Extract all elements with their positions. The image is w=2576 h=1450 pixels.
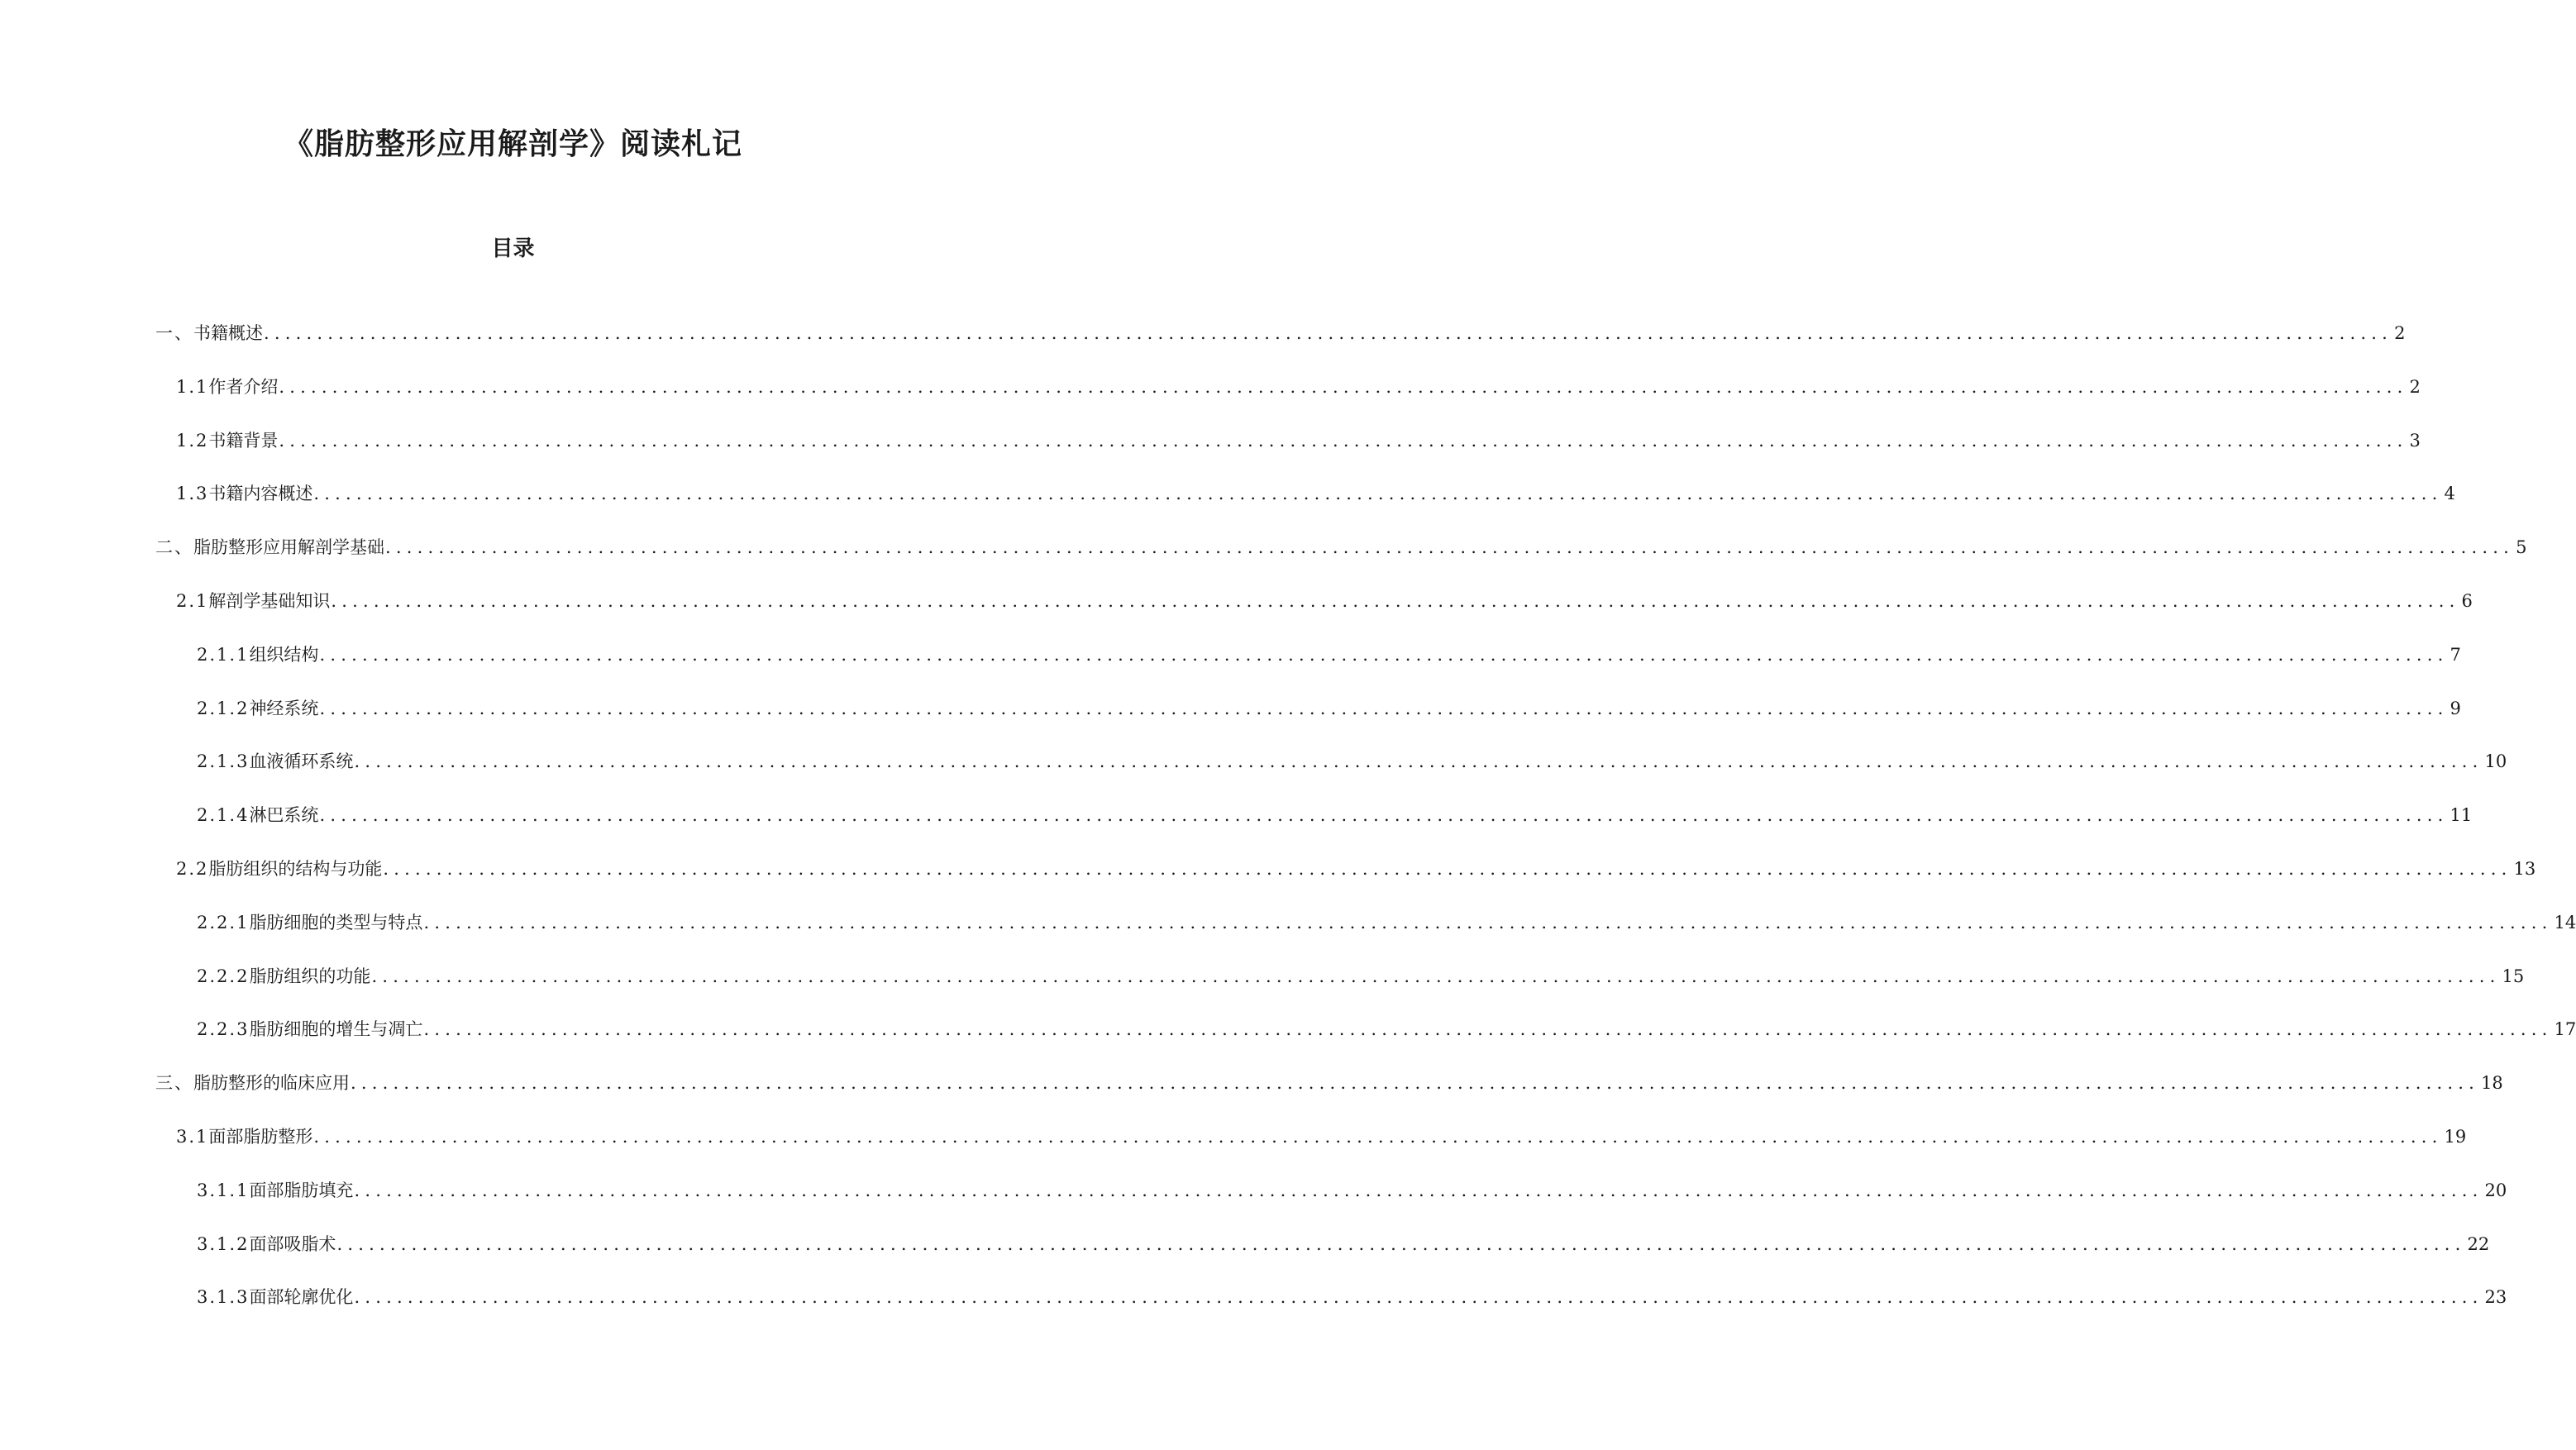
toc-entry-number: 一、 — [155, 323, 193, 343]
toc-entry-label: 书籍内容概述 — [208, 484, 313, 504]
toc-entry-number: 2.2 — [176, 859, 209, 879]
toc-dot-leader: ........................................................................................................................................................................................................ — [279, 430, 2408, 451]
toc-entry-number: 3.1 — [176, 1127, 209, 1147]
toc-dot-leader: ........................................................................................................................................................................................................ — [354, 1180, 2483, 1200]
toc-entry-label: 脂肪整形应用解剖学基础 — [193, 537, 384, 558]
toc-entry[interactable] — [176, 427, 2421, 454]
toc-entry-number: 2.1.1 — [197, 644, 250, 665]
toc-entry-number: 2.1 — [176, 591, 209, 611]
toc-dot-leader: ........................................................................................................................................................................................................ — [354, 1287, 2483, 1308]
toc-dot-leader: ........................................................................................................................................................................................................ — [383, 859, 2512, 879]
toc-entry[interactable] — [176, 374, 2421, 400]
toc-entry-number: 三、 — [155, 1073, 193, 1094]
toc-entry-number: 2.1.3 — [197, 751, 250, 772]
toc-entry-number: 2.1.4 — [197, 805, 250, 826]
toc-entry-page-number: 3 — [2409, 430, 2421, 451]
toc-entry-label: 面部脂肪填充 — [249, 1180, 354, 1200]
toc-dot-leader: ........................................................................................................................................................................................................ — [279, 376, 2408, 397]
toc-entry-label: 面部吸脂术 — [249, 1233, 336, 1254]
toc-entry-label: 神经系统 — [249, 698, 319, 718]
toc-entry-page-number: 18 — [2481, 1073, 2503, 1094]
toc-entry-page-number: 14 — [2554, 912, 2576, 932]
toc-entry-label: 组织结构 — [249, 644, 319, 665]
toc-dot-leader: ........................................................................................................................................................................................................ — [336, 1233, 2466, 1254]
toc-entry-page-number: 2 — [2409, 376, 2421, 397]
toc-entry[interactable] — [155, 1070, 2503, 1096]
toc-entry[interactable] — [155, 320, 2406, 346]
toc-entry-label: 脂肪整形的临床应用 — [193, 1073, 350, 1094]
toc-entry-label: 脂肪细胞的增生与凋亡 — [249, 1019, 423, 1040]
toc-heading: 目录 — [491, 236, 535, 261]
toc-entry-number: 2.2.2 — [197, 966, 250, 986]
toc-entry-label: 血液循环系统 — [249, 751, 354, 772]
toc-entry[interactable] — [197, 1177, 2507, 1204]
toc-dot-leader: ........................................................................................................................................................................................................ — [313, 1127, 2443, 1147]
toc-dot-leader: ........................................................................................................................................................................................................ — [351, 1073, 2480, 1094]
toc-entry[interactable] — [197, 909, 2576, 936]
toc-entry[interactable] — [197, 642, 2461, 668]
toc-entry-page-number: 15 — [2502, 966, 2525, 986]
toc-entry-label: 脂肪组织的功能 — [249, 966, 371, 986]
toc-entry-page-number: 13 — [2513, 859, 2536, 879]
toc-dot-leader: ........................................................................................................................................................................................................ — [264, 323, 2393, 343]
toc-dot-leader: ........................................................................................................................................................................................................ — [319, 698, 2449, 718]
toc-entry[interactable] — [197, 802, 2473, 828]
toc-entry[interactable] — [176, 1123, 2467, 1150]
toc-entry-number: 1.1 — [176, 376, 209, 397]
toc-entry[interactable] — [197, 963, 2525, 990]
toc-entry-number: 1.3 — [176, 484, 209, 504]
toc-entry[interactable] — [197, 1016, 2576, 1042]
toc-entry-page-number: 6 — [2461, 591, 2473, 611]
toc-entry-number: 1.2 — [176, 430, 209, 451]
toc-dot-leader: ........................................................................................................................................................................................................ — [319, 644, 2449, 665]
toc-entry-number: 2.1.2 — [197, 698, 250, 718]
toc-dot-leader: ........................................................................................................................................................................................................ — [423, 912, 2553, 932]
toc-entry[interactable] — [176, 856, 2536, 882]
toc-dot-leader: ........................................................................................................................................................................................................ — [319, 805, 2449, 826]
toc-entry-number: 2.2.1 — [197, 912, 250, 932]
toc-entry-page-number: 5 — [2516, 537, 2527, 558]
toc-dot-leader: ........................................................................................................................................................................................................ — [313, 484, 2443, 504]
toc-entry-label: 脂肪组织的结构与功能 — [208, 859, 383, 879]
toc-dot-leader: ........................................................................................................................................................................................................ — [385, 537, 2515, 558]
toc-entry-page-number: 9 — [2450, 698, 2461, 718]
toc-entry-page-number: 11 — [2450, 805, 2473, 826]
toc-entry-page-number: 7 — [2450, 644, 2461, 665]
toc-entry-label: 面部脂肪整形 — [208, 1127, 313, 1147]
toc-entry[interactable] — [197, 1284, 2507, 1310]
toc-entry-number: 3.1.2 — [197, 1233, 250, 1254]
toc-entry[interactable] — [155, 534, 2527, 560]
document-title: 《脂肪整形应用解剖学》阅读札记 — [283, 127, 742, 161]
toc-entry[interactable] — [197, 1231, 2490, 1257]
toc-entry-page-number: 17 — [2554, 1019, 2576, 1040]
toc-entry-page-number: 23 — [2484, 1287, 2507, 1308]
toc-entry-label: 书籍背景 — [208, 430, 279, 451]
toc-entry-page-number: 20 — [2484, 1180, 2507, 1200]
toc-dot-leader: ........................................................................................................................................................................................................ — [331, 591, 2460, 611]
toc-entry-number: 3.1.1 — [197, 1180, 250, 1200]
toc-entry-page-number: 2 — [2394, 323, 2406, 343]
toc-dot-leader: ........................................................................................................................................................................................................ — [423, 1019, 2553, 1040]
toc-dot-leader: ........................................................................................................................................................................................................ — [371, 966, 2501, 986]
toc-entry-page-number: 4 — [2444, 484, 2455, 504]
toc-dot-leader: ........................................................................................................................................................................................................ — [354, 751, 2483, 772]
toc-entry-label: 解剖学基础知识 — [208, 591, 331, 611]
toc-entry[interactable] — [176, 480, 2455, 507]
toc-entry-label: 淋巴系统 — [249, 805, 319, 826]
toc-entry-label: 面部轮廓优化 — [249, 1287, 354, 1308]
toc-entry-page-number: 22 — [2467, 1233, 2490, 1254]
toc-entry-label: 脂肪细胞的类型与特点 — [249, 912, 423, 932]
toc-entry-number: 二、 — [155, 537, 193, 558]
toc-entry-number: 2.2.3 — [197, 1019, 250, 1040]
toc-entry[interactable] — [197, 748, 2507, 775]
toc-entry-label: 作者介绍 — [208, 376, 279, 397]
toc-entry-page-number: 10 — [2484, 751, 2507, 772]
toc-entry-label: 书籍概述 — [193, 323, 263, 343]
toc-entry[interactable] — [176, 588, 2473, 614]
toc-entry-page-number: 19 — [2444, 1127, 2467, 1147]
toc-entry-number: 3.1.3 — [197, 1287, 250, 1308]
toc-entry[interactable] — [197, 695, 2461, 722]
